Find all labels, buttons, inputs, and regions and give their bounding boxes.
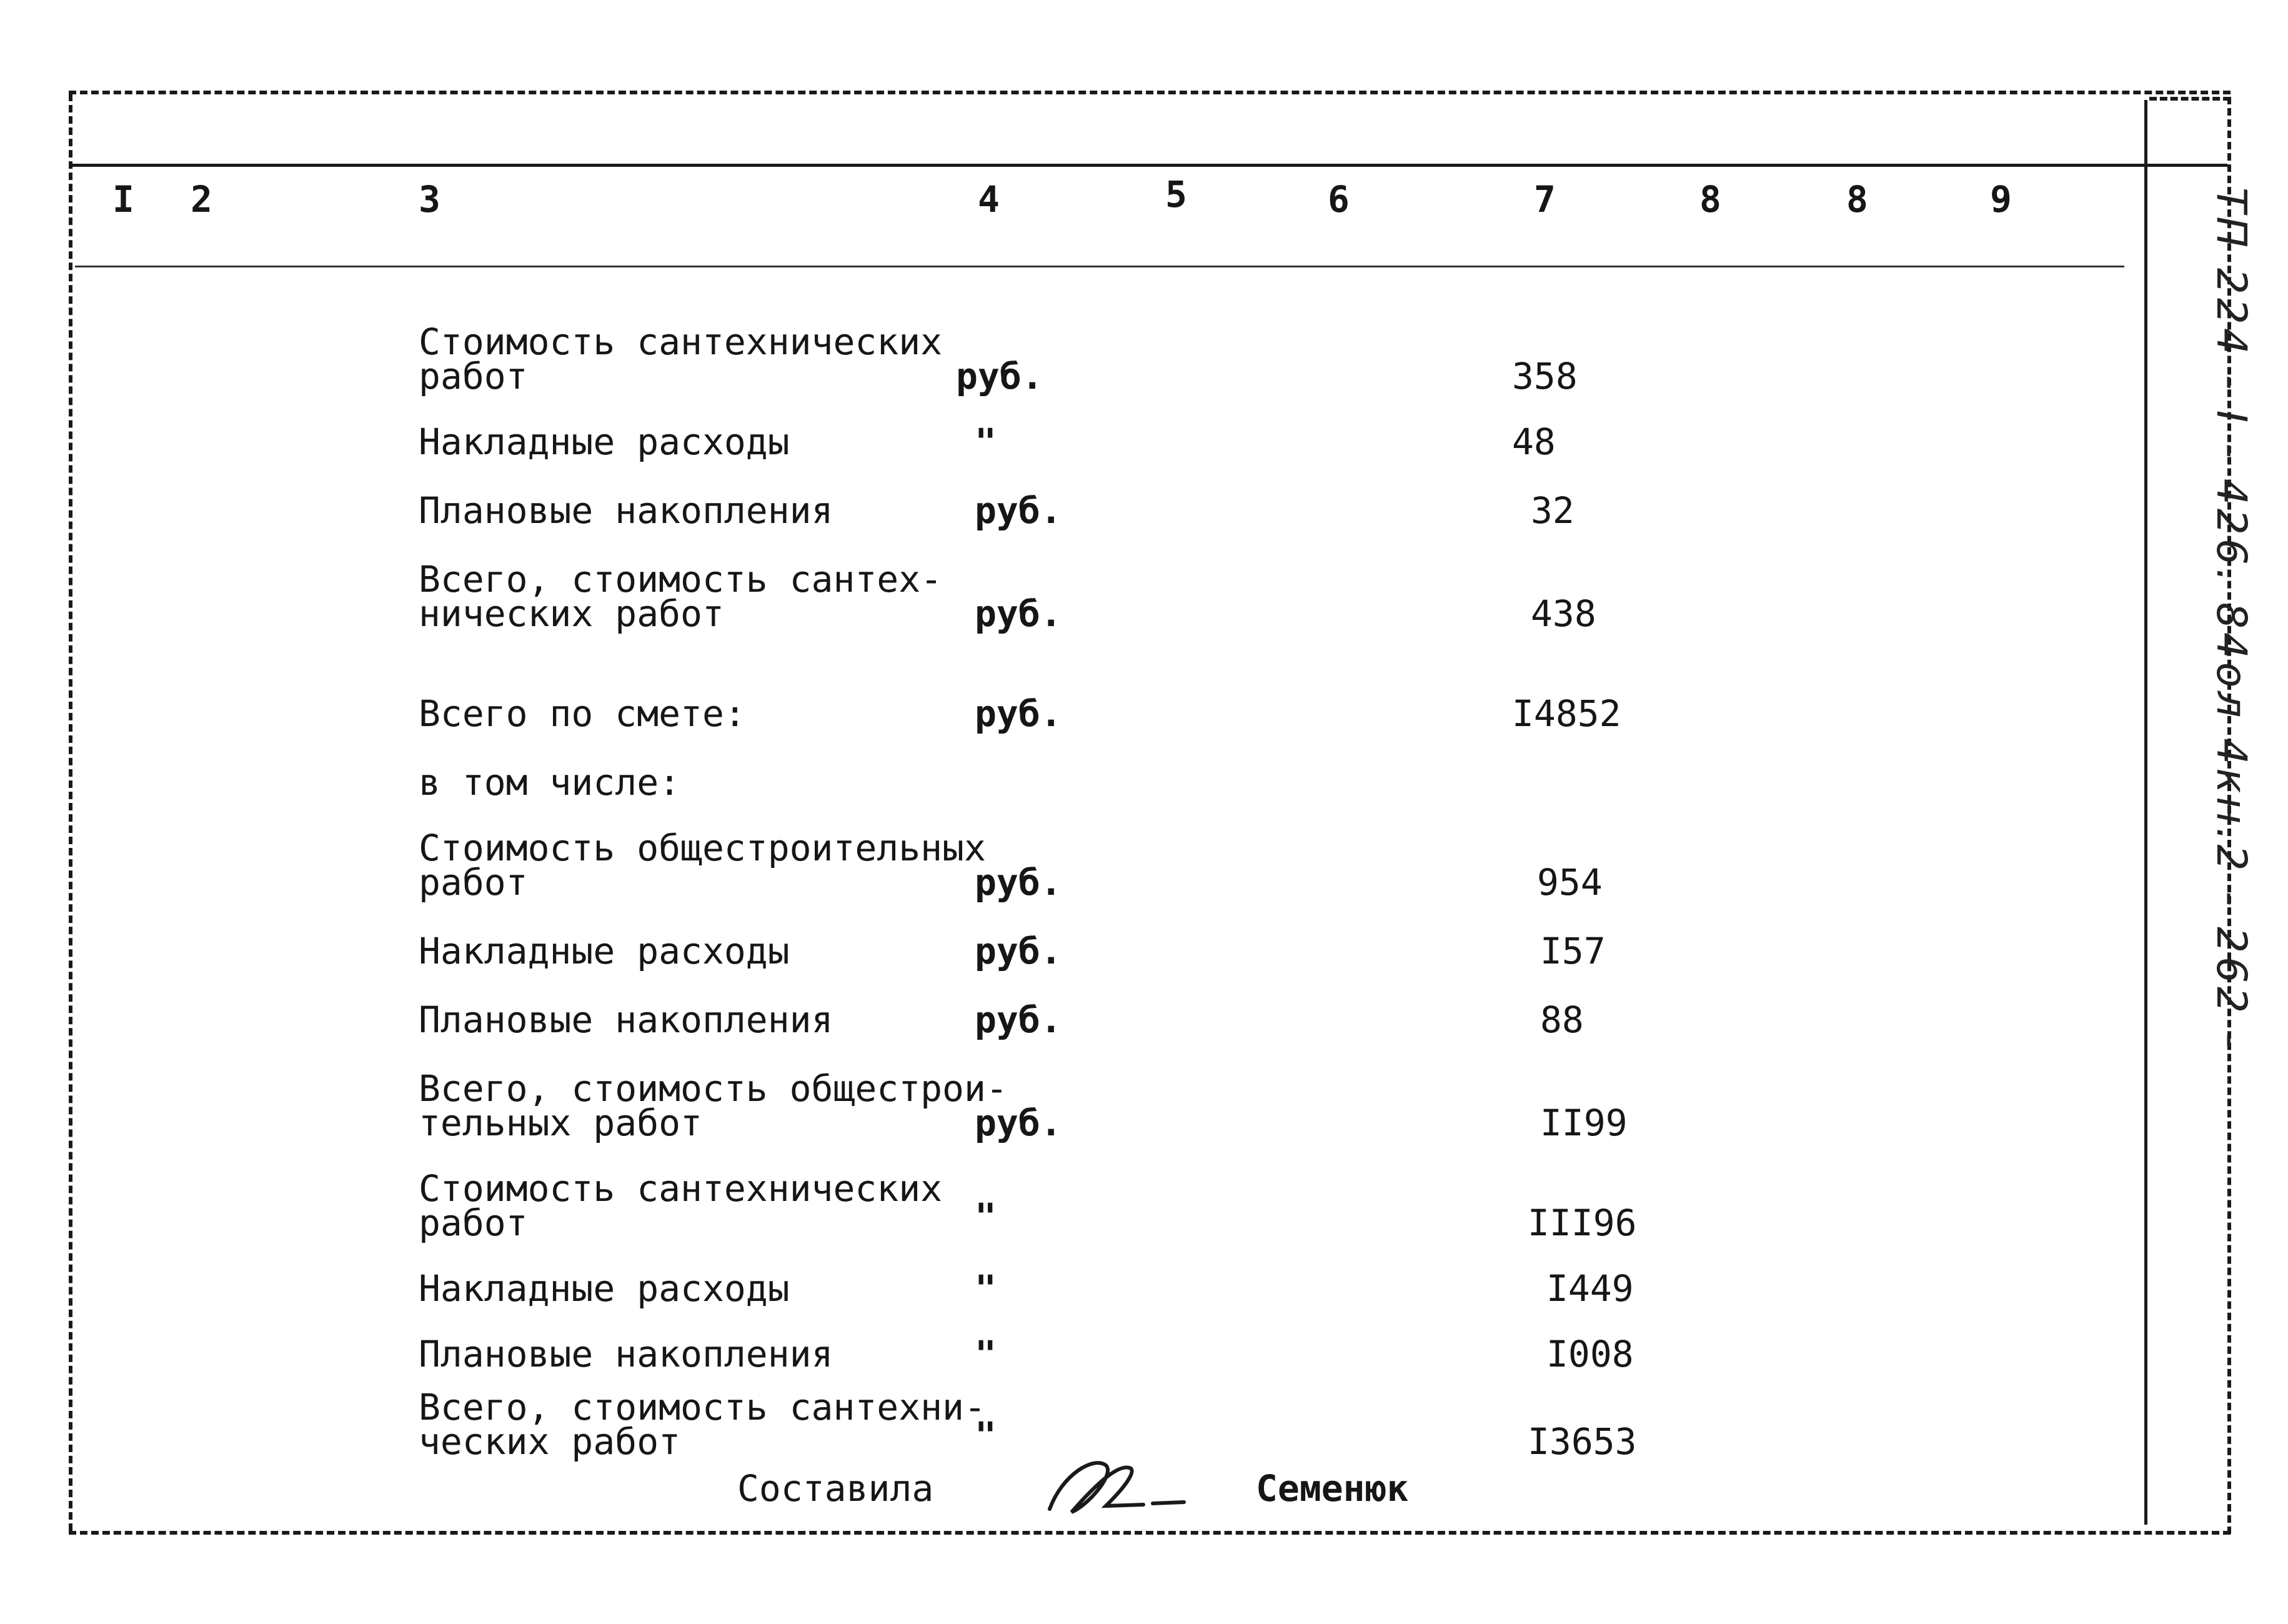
row-name: Всего по смете: <box>419 692 746 735</box>
row-name: Всего, стоимость сантех- нических работ <box>419 558 943 635</box>
row-name: Плановые накопления <box>419 489 833 532</box>
row-value: 88 <box>1540 999 1584 1041</box>
col-header-7: 7 <box>1534 178 1556 221</box>
row-value: I57 <box>1540 930 1606 972</box>
row-value: I449 <box>1546 1267 1634 1310</box>
row-name: Стоимость сантехнических работ <box>419 1167 943 1245</box>
frame-top-right <box>2149 97 2231 101</box>
row-value: I008 <box>1546 1333 1634 1375</box>
frame-bottom <box>69 1531 2231 1535</box>
row-unit: руб. <box>956 355 1043 397</box>
row-unit: руб. <box>975 692 1062 735</box>
row-value: 954 <box>1537 861 1603 904</box>
col-header-2: 2 <box>191 178 212 221</box>
row-unit: руб. <box>975 1102 1062 1144</box>
row-value: II99 <box>1540 1102 1628 1144</box>
row-unit: " <box>975 1267 997 1310</box>
col-header-4: 4 <box>978 178 1000 221</box>
row-value: 48 <box>1512 421 1556 463</box>
col-header-8a: 8 <box>1699 178 1721 221</box>
col-header-5: 5 <box>1165 173 1187 216</box>
header-top-line <box>72 164 2146 167</box>
row-name: Стоимость общестроительных работ <box>419 827 986 904</box>
row-unit: руб. <box>975 861 1062 904</box>
compiled-label: Составила <box>737 1467 934 1510</box>
row-name: Плановые накопления <box>419 999 833 1041</box>
row-unit: руб. <box>975 592 1062 635</box>
row-unit: руб. <box>975 930 1062 972</box>
row-unit: " <box>975 1195 997 1238</box>
row-name: Всего, стоимость сантехни- ческих работ <box>419 1386 986 1463</box>
col-header-9: 9 <box>1990 178 2012 221</box>
row-value: 32 <box>1531 489 1574 532</box>
signature-mark <box>1037 1450 1187 1525</box>
row-value: 358 <box>1512 355 1578 397</box>
row-unit: " <box>975 1414 997 1457</box>
frame-top <box>69 91 2231 94</box>
row-name: Стоимость сантехнических работ <box>419 321 943 398</box>
row-value: 438 <box>1531 592 1596 635</box>
col-header-3: 3 <box>419 178 440 221</box>
row-name: Накладные расходы <box>419 930 790 972</box>
row-name: Всего, стоимость общестрои- тельных работ <box>419 1067 1008 1145</box>
row-name: Плановые накопления <box>419 1333 833 1375</box>
row-unit: руб. <box>975 999 1062 1041</box>
row-name: Накладные расходы <box>419 1267 790 1310</box>
compiler-name: Семенюк <box>1256 1467 1409 1510</box>
col-header-6: 6 <box>1328 178 1350 221</box>
row-value: I3653 <box>1528 1420 1637 1463</box>
side-document-code: ТП 224 - I - 426. 84ол 4кн.2 - 262 - <box>2207 187 2256 1052</box>
header-top-line-right <box>2146 164 2227 167</box>
header-bottom-line <box>75 266 2124 267</box>
row-unit: " <box>975 1333 997 1375</box>
row-value: I4852 <box>1512 692 1621 735</box>
frame-left <box>69 94 72 1531</box>
row-name: Накладные расходы <box>419 421 790 463</box>
row-name: в том числе: <box>419 761 681 804</box>
row-unit: " <box>975 421 997 463</box>
col-header-1: I <box>112 178 134 221</box>
side-column-divider <box>2144 100 2147 1525</box>
row-unit: руб. <box>975 489 1062 532</box>
row-value: III96 <box>1528 1202 1637 1244</box>
col-header-8b: 8 <box>1846 178 1868 221</box>
